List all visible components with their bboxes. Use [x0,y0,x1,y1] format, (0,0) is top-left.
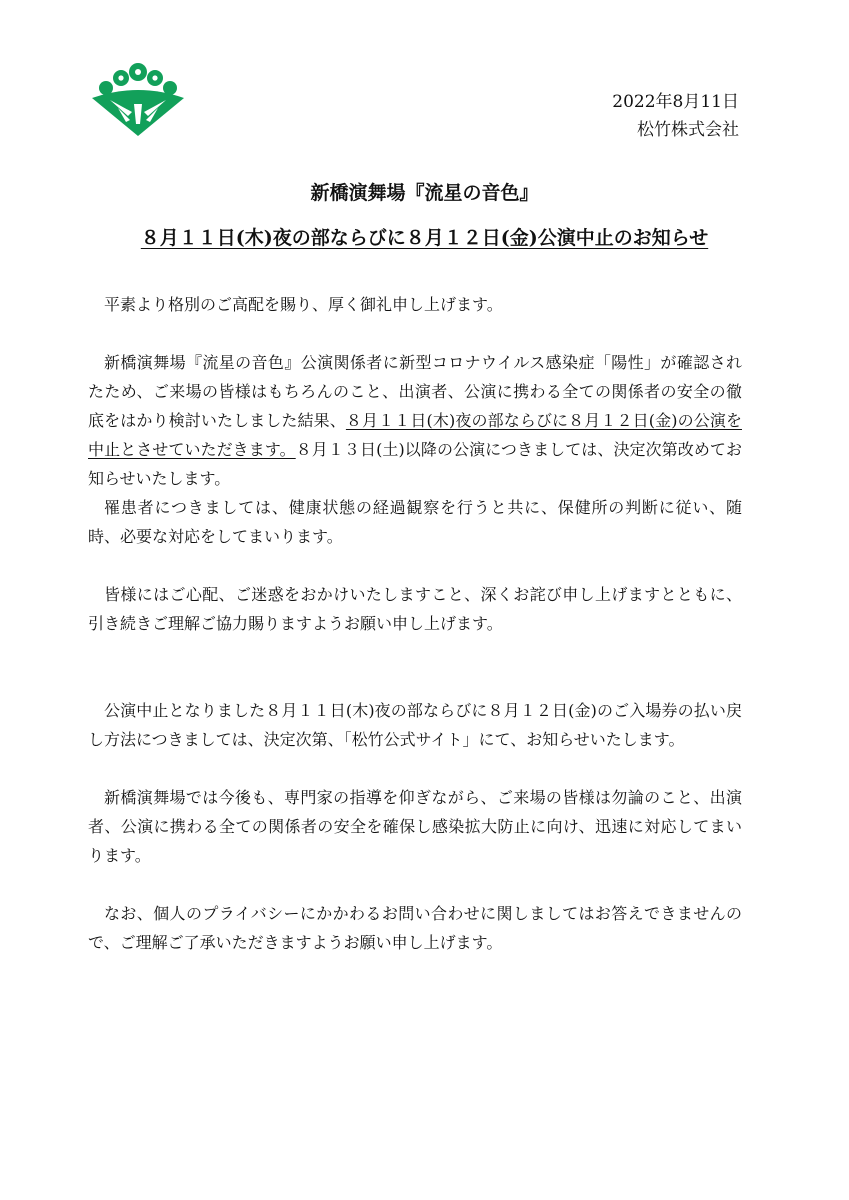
document-header [612,88,739,144]
document-title-line1: 新橋演舞場『流星の音色』 [310,182,539,204]
paragraph-announcement [88,348,742,493]
paragraph-announcement-part2: ８月１３日(土)以降の公演につきましては、決定次第改めてお知らせいたします。 [88,440,742,488]
document-body [88,290,742,957]
paragraph-patient-care: 罹患者につきましては、健康状態の経過観察を行うと共に、保健所の判断に従い、随時、必要な対応をしてまいります。 [88,498,742,546]
paragraph-safety: 新橋演舞場では今後も、専門家の指導を仰ぎながら、ご来場の皆様は勿論のこと、出演者、公演に携わる全ての関係者の安全を確保し感染拡大防止に向け、迅速に対応してまいります。 [88,788,742,865]
paragraph-refund: 公演中止となりました８月１１日(木)夜の部ならびに８月１２日(金)のご入場券の払い戻し方法につきましては、決定次第、「松竹公式サイト」にて、お知らせいたします。 [88,701,742,749]
paragraph-greeting: 平素より格別のご高配を賜り、厚く御礼申し上げます。 [104,295,503,314]
document-title-line2 [0,222,849,254]
document-title-line2-text: ８月１１日(木)夜の部ならびに８月１２日(金)公演中止のお知らせ [140,227,709,249]
shochiku-logo-icon [88,62,188,136]
cancellation-notice-underlined: ８月１１日(木)夜の部ならびに８月１２日(金)の公演を中止とさせていただきます。 [88,411,742,459]
company-name: 松竹株式会社 [637,120,739,140]
issue-date: 2022年8月11日 [612,92,739,112]
paragraph-announcement-part1: 新橋演舞場『流星の音色』公演関係者に新型コロナウイルス感染症「陽性」が確認されたため、ご来場の皆様はもちろんのこと、出演者、公演に携わる全ての関係者の安全の徹底をはかり検討いたしました結果、 [88,353,742,430]
paragraph-apology: 皆様にはご心配、ご迷惑をおかけいたしますこと、深くお詫び申し上げますとともに、引き続きご理解ご協力賜りますようお願い申し上げます。 [88,585,742,633]
paragraph-privacy: なお、個人のプライバシーにかかわるお問い合わせに関しましてはお答えできませんので、ご理解ご了承いただきますようお願い申し上げます。 [88,904,742,952]
